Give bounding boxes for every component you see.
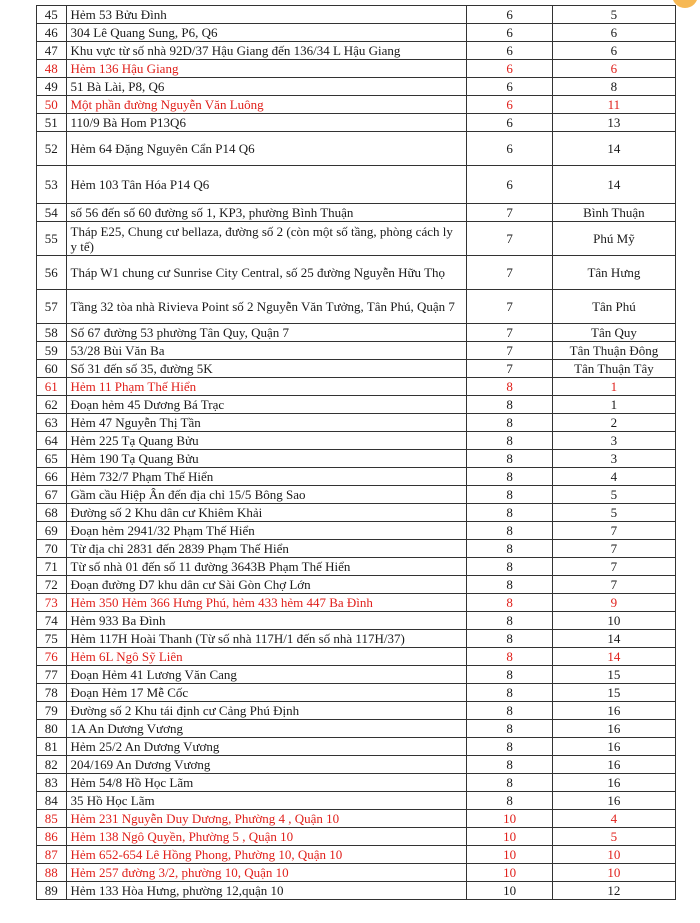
district-cell: 8 [467,414,552,432]
ward-cell: 12 [552,882,675,900]
table-row [37,222,676,256]
table-row [37,702,676,720]
row-number-cell: 54 [37,204,67,222]
district-cell: 8 [467,396,552,414]
district-cell: 8 [467,450,552,468]
table-row [37,738,676,756]
district-cell: 6 [467,166,552,204]
location-cell: Đoạn Hẻm 17 Mễ Cốc [66,684,467,702]
ward-cell: 16 [552,738,675,756]
table-row [37,666,676,684]
location-cell: Hẻm 231 Nguyễn Duy Dương, Phường 4 , Quận 10 [66,810,467,828]
ward-cell: 6 [552,42,675,60]
location-cell: Gầm cầu Hiệp Ân đến địa chỉ 15/5 Bông Sao [66,486,467,504]
location-cell: 53/28 Bùi Văn Ba [66,342,467,360]
location-cell: 304 Lê Quang Sung, P6, Q6 [66,24,467,42]
district-cell: 7 [467,290,552,324]
row-number-cell: 59 [37,342,67,360]
table-row [37,396,676,414]
row-number-cell: 64 [37,432,67,450]
row-number-cell: 62 [37,396,67,414]
ward-cell: 4 [552,468,675,486]
row-number-cell: 87 [37,846,67,864]
district-cell: 7 [467,342,552,360]
district-cell: 8 [467,612,552,630]
location-cell: Hẻm 64 Đặng Nguyên Cẩn P14 Q6 [66,132,467,166]
location-cell: Hẻm 53 Bửu Đình [66,6,467,24]
ward-cell: 10 [552,612,675,630]
location-cell: Hẻm 652-654 Lê Hồng Phong, Phường 10, Quận 10 [66,846,467,864]
district-cell: 8 [467,648,552,666]
ward-cell: 5 [552,6,675,24]
table-row [37,684,676,702]
district-cell: 6 [467,114,552,132]
district-cell: 7 [467,204,552,222]
row-number-cell: 82 [37,756,67,774]
district-cell: 10 [467,882,552,900]
location-cell: Từ địa chỉ 2831 đến 2839 Phạm Thế Hiển [66,540,467,558]
lockdown-locations-table [36,5,676,900]
location-cell: Hẻm 138 Ngô Quyền, Phường 5 , Quận 10 [66,828,467,846]
ward-cell: 14 [552,166,675,204]
row-number-cell: 52 [37,132,67,166]
table-row [37,204,676,222]
table-row [37,132,676,166]
district-cell: 7 [467,222,552,256]
table-row [37,828,676,846]
district-cell: 8 [467,666,552,684]
table-row [37,378,676,396]
ward-cell: 1 [552,378,675,396]
ward-cell: 7 [552,540,675,558]
row-number-cell: 72 [37,576,67,594]
ward-cell: 9 [552,594,675,612]
location-cell: Đoạn hẻm 2941/32 Phạm Thế Hiển [66,522,467,540]
table-row [37,630,676,648]
row-number-cell: 53 [37,166,67,204]
table-row [37,756,676,774]
ward-cell: 14 [552,132,675,166]
district-cell: 8 [467,558,552,576]
location-cell: Đường số 2 Khu dân cư Khiêm Khải [66,504,467,522]
table-row [37,414,676,432]
ward-cell: 5 [552,828,675,846]
district-cell: 8 [467,774,552,792]
ward-cell: Tân Thuận Tây [552,360,675,378]
district-cell: 10 [467,864,552,882]
row-number-cell: 79 [37,702,67,720]
ward-cell: 10 [552,846,675,864]
location-cell: Hẻm 732/7 Phạm Thế Hiển [66,468,467,486]
ward-cell: 6 [552,24,675,42]
district-cell: 7 [467,324,552,342]
ward-cell: 3 [552,432,675,450]
ward-cell: 13 [552,114,675,132]
location-cell: Hẻm 190 Tạ Quang Bửu [66,450,467,468]
district-cell: 8 [467,486,552,504]
district-cell: 7 [467,360,552,378]
district-cell: 10 [467,810,552,828]
district-cell: 8 [467,432,552,450]
row-number-cell: 49 [37,78,67,96]
location-cell: 35 Hồ Học Lãm [66,792,467,810]
ward-cell: 16 [552,702,675,720]
ward-cell: 1 [552,396,675,414]
location-cell: Tháp E25, Chung cư bellaza, đường số 2 (còn một số tầng, phòng cách ly y tế) [66,222,467,256]
row-number-cell: 77 [37,666,67,684]
ward-cell: 10 [552,864,675,882]
ward-cell: 16 [552,756,675,774]
location-cell: Hẻm 933 Ba Đình [66,612,467,630]
ward-cell: 14 [552,630,675,648]
row-number-cell: 60 [37,360,67,378]
ward-cell: 2 [552,414,675,432]
row-number-cell: 70 [37,540,67,558]
ward-cell: Tân Phú [552,290,675,324]
ward-cell: 5 [552,486,675,504]
row-number-cell: 86 [37,828,67,846]
district-cell: 6 [467,6,552,24]
ward-cell: Tân Thuận Đông [552,342,675,360]
ward-cell: 7 [552,522,675,540]
row-number-cell: 58 [37,324,67,342]
district-cell: 8 [467,756,552,774]
location-cell: 110/9 Bà Hom P13Q6 [66,114,467,132]
table-row [37,792,676,810]
table-row [37,882,676,900]
table-row [37,612,676,630]
district-cell: 6 [467,24,552,42]
table-body [37,6,676,900]
table-row [37,540,676,558]
location-cell: Hẻm 6L Ngô Sỹ Liên [66,648,467,666]
district-cell: 6 [467,60,552,78]
row-number-cell: 81 [37,738,67,756]
district-cell: 8 [467,630,552,648]
location-cell: Từ số nhà 01 đến số 11 đường 3643B Phạm Thế Hiển [66,558,467,576]
location-cell: Tháp W1 chung cư Sunrise City Central, số 25 đường Nguyễn Hữu Thọ [66,256,467,290]
district-cell: 6 [467,78,552,96]
table-row [37,78,676,96]
location-cell: Hẻm 133 Hòa Hưng, phường 12,quận 10 [66,882,467,900]
row-number-cell: 89 [37,882,67,900]
ward-cell: 16 [552,792,675,810]
district-cell: 8 [467,792,552,810]
location-cell: Khu vực từ số nhà 92D/37 Hậu Giang đến 136/34 L Hậu Giang [66,42,467,60]
location-cell: 204/169 An Dương Vương [66,756,467,774]
district-cell: 8 [467,720,552,738]
ward-cell: 7 [552,558,675,576]
row-number-cell: 48 [37,60,67,78]
table-row [37,558,676,576]
table-row [37,290,676,324]
table-row [37,432,676,450]
location-cell: Hẻm 25/2 An Dương Vương [66,738,467,756]
district-cell: 8 [467,576,552,594]
district-cell: 8 [467,594,552,612]
row-number-cell: 63 [37,414,67,432]
table-row [37,96,676,114]
table-row [37,114,676,132]
ward-cell: Bình Thuận [552,204,675,222]
location-cell: Đoạn hẻm 45 Dương Bá Trạc [66,396,467,414]
table-row [37,166,676,204]
table-row [37,60,676,78]
district-cell: 7 [467,256,552,290]
row-number-cell: 73 [37,594,67,612]
location-cell: Hẻm 11 Phạm Thế Hiển [66,378,467,396]
district-cell: 6 [467,132,552,166]
location-cell: Một phần đường Nguyễn Văn Luông [66,96,467,114]
row-number-cell: 56 [37,256,67,290]
row-number-cell: 76 [37,648,67,666]
location-cell: Hẻm 136 Hậu Giang [66,60,467,78]
row-number-cell: 85 [37,810,67,828]
row-number-cell: 65 [37,450,67,468]
table-row [37,576,676,594]
ward-cell: 16 [552,720,675,738]
ward-cell: 4 [552,810,675,828]
row-number-cell: 78 [37,684,67,702]
location-cell: Tầng 32 tòa nhà Rivieva Point số 2 Nguyễn Văn Tưởng, Tân Phú, Quận 7 [66,290,467,324]
ward-cell: 16 [552,774,675,792]
row-number-cell: 67 [37,486,67,504]
table-row [37,256,676,290]
ward-cell: Tân Quy [552,324,675,342]
location-cell: số 56 đến số 60 đường số 1, KP3, phường Bình Thuận [66,204,467,222]
row-number-cell: 88 [37,864,67,882]
row-number-cell: 80 [37,720,67,738]
row-number-cell: 71 [37,558,67,576]
table-row [37,450,676,468]
district-cell: 8 [467,468,552,486]
district-cell: 10 [467,846,552,864]
ward-cell: 8 [552,78,675,96]
location-cell: Hẻm 257 đường 3/2, phường 10, Quận 10 [66,864,467,882]
table-row [37,468,676,486]
location-cell: Đoạn đường D7 khu dân cư Sài Gòn Chợ Lớn [66,576,467,594]
location-cell: Đường số 2 Khu tái định cư Cảng Phú Định [66,702,467,720]
row-number-cell: 45 [37,6,67,24]
row-number-cell: 61 [37,378,67,396]
district-cell: 8 [467,522,552,540]
row-number-cell: 50 [37,96,67,114]
table-row [37,342,676,360]
ward-cell: 7 [552,576,675,594]
row-number-cell: 84 [37,792,67,810]
row-number-cell: 69 [37,522,67,540]
ward-cell: 6 [552,60,675,78]
table-row [37,810,676,828]
row-number-cell: 83 [37,774,67,792]
table-row [37,720,676,738]
district-cell: 8 [467,738,552,756]
location-cell: Số 31 đến số 35, đường 5K [66,360,467,378]
table-row [37,6,676,24]
row-number-cell: 57 [37,290,67,324]
ward-cell: 11 [552,96,675,114]
district-cell: 10 [467,828,552,846]
location-cell: Hẻm 225 Tạ Quang Bửu [66,432,467,450]
row-number-cell: 51 [37,114,67,132]
row-number-cell: 68 [37,504,67,522]
location-cell: Hẻm 54/8 Hồ Học Lãm [66,774,467,792]
ward-cell: 5 [552,504,675,522]
district-cell: 6 [467,42,552,60]
ward-cell: 15 [552,666,675,684]
row-number-cell: 66 [37,468,67,486]
location-cell: 1A An Dương Vương [66,720,467,738]
location-cell: Số 67 đường 53 phường Tân Quy, Quận 7 [66,324,467,342]
location-cell: Đoạn Hẻm 41 Lương Văn Cang [66,666,467,684]
table-row [37,24,676,42]
table-row [37,504,676,522]
location-cell: Hẻm 103 Tân Hóa P14 Q6 [66,166,467,204]
table-row [37,648,676,666]
table-row [37,324,676,342]
district-cell: 8 [467,702,552,720]
row-number-cell: 46 [37,24,67,42]
row-number-cell: 47 [37,42,67,60]
ward-cell: Tân Hưng [552,256,675,290]
district-cell: 6 [467,96,552,114]
ward-cell: Phú Mỹ [552,222,675,256]
district-cell: 8 [467,540,552,558]
table-row [37,360,676,378]
district-cell: 8 [467,378,552,396]
location-cell: 51 Bà Lài, P8, Q6 [66,78,467,96]
row-number-cell: 75 [37,630,67,648]
row-number-cell: 74 [37,612,67,630]
table-row [37,594,676,612]
table-row [37,486,676,504]
table-row [37,42,676,60]
location-cell: Hẻm 117H Hoài Thanh (Từ số nhà 117H/1 đến số nhà 117H/37) [66,630,467,648]
ward-cell: 14 [552,648,675,666]
ward-cell: 15 [552,684,675,702]
ward-cell: 3 [552,450,675,468]
location-cell: Hẻm 47 Nguyễn Thị Tần [66,414,467,432]
district-cell: 8 [467,504,552,522]
table-row [37,522,676,540]
table-row [37,846,676,864]
row-number-cell: 55 [37,222,67,256]
table-row [37,864,676,882]
district-cell: 8 [467,684,552,702]
table-row [37,774,676,792]
location-cell: Hẻm 350 Hẻm 366 Hưng Phú, hẻm 433 hẻm 447 Ba Đình [66,594,467,612]
